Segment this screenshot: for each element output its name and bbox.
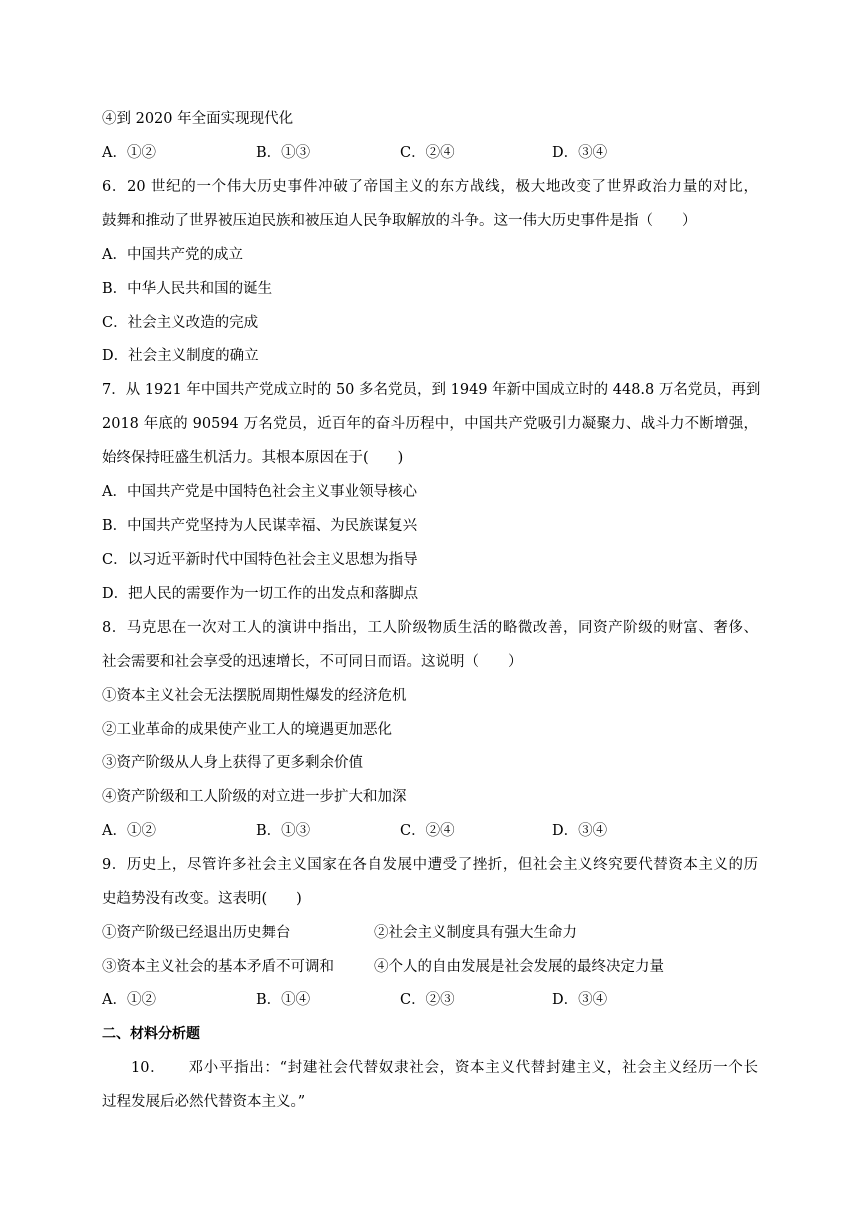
q7-option-a[interactable]: A．中国共产党是中国特色社会主义事业领导核心 xyxy=(102,484,417,500)
q5-option-c[interactable]: C．②④ xyxy=(400,145,455,161)
q9-stem-line-1: 9．历史上，尽管许多社会主义国家在各自发展中遭受了挫折，但社会主义终究要代替资本主义的历 xyxy=(102,857,758,873)
q10-stem-line-1: 10． 邓小平指出：“封建社会代替奴隶社会，资本主义代替封建主义，社会主义经历一个长 xyxy=(131,1060,758,1076)
q7-option-b[interactable]: B．中国共产党坚持为人民谋幸福、为民族谋复兴 xyxy=(102,518,418,534)
q8-stem-line-2: 社会需要和社会享受的迅速增长，不可同日而语。这说明（ ） xyxy=(102,654,523,670)
q7-stem-line-1: 7．从 1921 年中国共产党成立时的 50 多名党员，到 1949 年新中国成立时的 448.8 万名党员，再到 xyxy=(102,382,761,398)
q8-statement-2: ②工业革命的成果使产业工人的境遇更加恶化 xyxy=(102,722,392,738)
q6-option-c[interactable]: C．社会主义改造的完成 xyxy=(102,315,259,331)
q8-stem-line-1: 8．马克思在一次对工人的演讲中指出，工人阶级物质生活的略微改善，同资产阶级的财富、奢侈、 xyxy=(102,620,758,636)
q9-statement-4: ④个人的自由发展是社会发展的最终决定力量 xyxy=(374,959,664,975)
q8-option-b[interactable]: B．①③ xyxy=(256,823,311,839)
q5-option-d[interactable]: D．③④ xyxy=(552,145,608,161)
q5-options xyxy=(102,143,752,163)
q8-statement-1: ①资本主义社会无法摆脱周期性爆发的经济危机 xyxy=(102,688,407,704)
q9-stem-line-2: 史趋势没有改变。这表明( ) xyxy=(102,891,302,907)
q8-statement-4: ④资产阶级和工人阶级的对立进一步扩大和加深 xyxy=(102,789,407,805)
q9-option-b[interactable]: B．①④ xyxy=(256,992,311,1008)
q9-option-d[interactable]: D．③④ xyxy=(552,992,608,1008)
q8-option-d[interactable]: D．③④ xyxy=(552,823,608,839)
q8-options xyxy=(102,821,752,841)
q9-statements-row-2 xyxy=(102,957,752,977)
q6-stem-line-2: 鼓舞和推动了世界被压迫民族和被压迫人民争取解放的斗争。这一伟大历史事件是指（ ） xyxy=(102,213,697,229)
q6-option-b[interactable]: B．中华人民共和国的诞生 xyxy=(102,281,273,297)
q5-statement-4: ④到 2020 年全面实现现代化 xyxy=(102,111,294,127)
q6-stem-line-1: 6．20 世纪的一个伟大历史事件冲破了帝国主义的东方战线，极大地改变了世界政治力量的对比， xyxy=(102,179,758,195)
q7-stem-line-3: 始终保持旺盛生机活力。其根本原因在于( ) xyxy=(102,450,404,466)
q8-statement-3: ③资产阶级从人身上获得了更多剩余价值 xyxy=(102,755,363,771)
q9-statement-2: ②社会主义制度具有强大生命力 xyxy=(374,925,577,941)
q8-option-a[interactable]: A．①② xyxy=(102,823,156,839)
q6-option-d[interactable]: D．社会主义制度的确立 xyxy=(102,348,259,364)
q9-options xyxy=(102,990,752,1010)
q9-option-c[interactable]: C．②③ xyxy=(400,992,455,1008)
q7-option-c[interactable]: C．以习近平新时代中国特色社会主义思想为指导 xyxy=(102,552,418,568)
q5-option-b[interactable]: B．①③ xyxy=(256,145,311,161)
q7-option-d[interactable]: D．把人民的需要作为一切工作的出发点和落脚点 xyxy=(102,586,419,602)
q5-option-a[interactable]: A．①② xyxy=(102,145,156,161)
q6-option-a[interactable]: A．中国共产党的成立 xyxy=(102,247,243,263)
q9-statement-3: ③资本主义社会的基本矛盾不可调和 xyxy=(102,959,334,975)
q9-statements-row-1 xyxy=(102,923,752,943)
q8-option-c[interactable]: C．②④ xyxy=(400,823,455,839)
q9-statement-1: ①资产阶级已经退出历史舞台 xyxy=(102,925,291,941)
section-heading-material-analysis: 二、材料分析题 xyxy=(102,1026,200,1042)
q7-stem-line-2: 2018 年底的 90594 万名党员，近百年的奋斗历程中，中国共产党吸引力凝聚力、战斗力不断增强， xyxy=(102,416,758,432)
q10-stem-line-2: 过程发展后必然代替资本主义。” xyxy=(102,1094,306,1110)
q9-option-a[interactable]: A．①② xyxy=(102,992,156,1008)
